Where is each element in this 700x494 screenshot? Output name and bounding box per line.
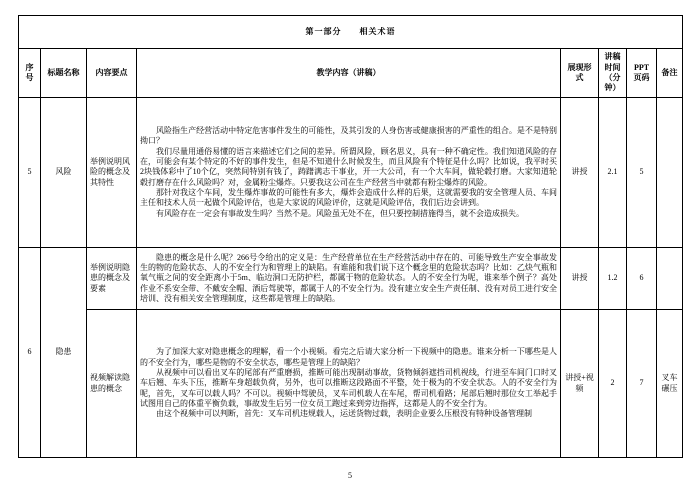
cell-ppt: 6 [627,248,657,310]
cell-form: 讲授 [561,98,599,248]
doc-title: 第一部分 相关术语 [19,16,683,49]
cell-seq: 6 [19,248,41,458]
terms-table [18,15,683,458]
header-seq: 序号 [19,49,41,98]
header-content: 教学内容（讲稿） [137,49,561,98]
cell-content [137,98,561,248]
table-row-hazard-2 [19,310,683,458]
cell-note: 叉车碾压 [657,310,683,458]
paragraph: 有风险存在一定会有事故发生吗？当然不是。风险虽无处不在，但只要控制措施得当，就不会造成损失。 [156,208,524,218]
header-points: 内容要点 [87,49,137,98]
paragraph: 从视频中可以看出叉车的尾部有严重磨损，推断可能出现制动事故，货物倾斜遮挡司机视线，行进至车间门口时叉车后翘、车头下压，推断车身超载负荷，另外，也可以推断这段路面不平整，处于极为的不安全状态。人的不安全行为呢，首先，叉车可以载人吗？不可以。视频中驾驶员，叉车司机载人在车尾，帮司机看路；尾部后翘时那位女工举起手试图用自己的体重平衡负载，事故发生后另一位女员工跑过来到旁边指挥，这都是人的不安全行为。 [140,367,557,409]
cell-points: 举例说明风险的概念及其特性 [87,98,137,248]
cell-points: 举例说明隐患的概念及要素 [87,248,137,310]
cell-content [137,310,561,458]
header-time: 讲稿时间（分钟） [599,49,627,98]
header-form: 展现形式 [561,49,599,98]
cell-time: 2.1 [599,98,627,248]
cell-content [137,248,561,310]
cell-form: 讲授 [561,248,599,310]
cell-note [657,98,683,248]
cell-time: 1.2 [599,248,627,310]
paragraph: 为了加深大家对隐患概念的理解，看一个小视频。看完之后请大家分析一下视频中的隐患。谁来分析一下哪些是人的不安全行为，哪些是物的不安全状态，哪些是管理上的缺陷？ [140,347,557,367]
cell-note [657,248,683,310]
cell-ppt: 5 [627,98,657,248]
table-row-hazard-1 [19,248,683,310]
cell-time: 2 [599,310,627,458]
header-title: 标题名称 [41,49,87,98]
cell-form: 讲授+视频 [561,310,599,458]
cell-points: 视频解读隐患的概念 [87,310,137,458]
header-ppt: PPT页码 [627,49,657,98]
paragraph: 我们尽量用通俗易懂的语言来描述它们之间的差异。所谓风险，顾名思义，具有一种不确定性。我们知道风险的存在，可能会有某个特定的不好的事件发生，但是不知道什么时候发生，而且风险有个特征是什么吗？比如说，我平时买2块钱体彩中了10个亿，突然间特别有钱了，踌躇满志干事业，开一大公司，有一个大车间，做轮毂打磨。大家知道轮毂打磨存在什么风险吗？对，金属粉尘爆炸。只要我这公司在生产经营当中就都有粉尘爆炸的风险。 [140,146,557,187]
header-note: 备注 [657,49,683,98]
paragraph: 那针对我这个车间，发生爆炸事故的可能性有多大，爆炸会造成什么样的后果，这就需要我的安全管理人员、车间主任和技术人员一起做个风险评估，也是大家说的风险评价，这就是风险评估，我们后边会讲到。 [140,188,557,208]
paragraph: 隐患的概念是什么呢？266号令给出的定义是：生产经营单位在生产经营活动中存在的、可能导致生产安全事故发生的物的危险状态、人的不安全行为和管理上的缺陷。有谁能和我们说下这个概念里的危险状态吗？比如：乙炔气瓶和氧气瓶之间的安全距离小于5m、临边洞口无防护栏，都属于物的危险状态。人的不安全行为呢，谁来举个例子？高处作业不系安全带、不戴安全帽、酒后驾驶等，都属于人的不安全行为。没有建立安全生产责任制、没有对员工进行安全培训、没有相关安全管理制度，这些都是管理上的缺陷。 [140,252,557,304]
cell-title: 风险 [41,98,87,248]
cell-seq: 5 [19,98,41,248]
title-row [19,16,683,49]
cell-ppt: 7 [627,310,657,458]
table-row-risk [19,98,683,248]
cell-title: 隐患 [41,248,87,458]
paragraph: 风险指生产经营活动中特定危害事件发生的可能性，及其引发的人身伤害或健康损害的严重性的组合。是不是特别拗口？ [140,125,557,146]
paragraph: 由这个视频中可以判断，首先：叉车司机违规载人，运送货物过载，表明企业要么压根没有特种设备管理制 [156,409,532,419]
page-number: 5 [348,471,352,480]
header-row [19,49,683,98]
